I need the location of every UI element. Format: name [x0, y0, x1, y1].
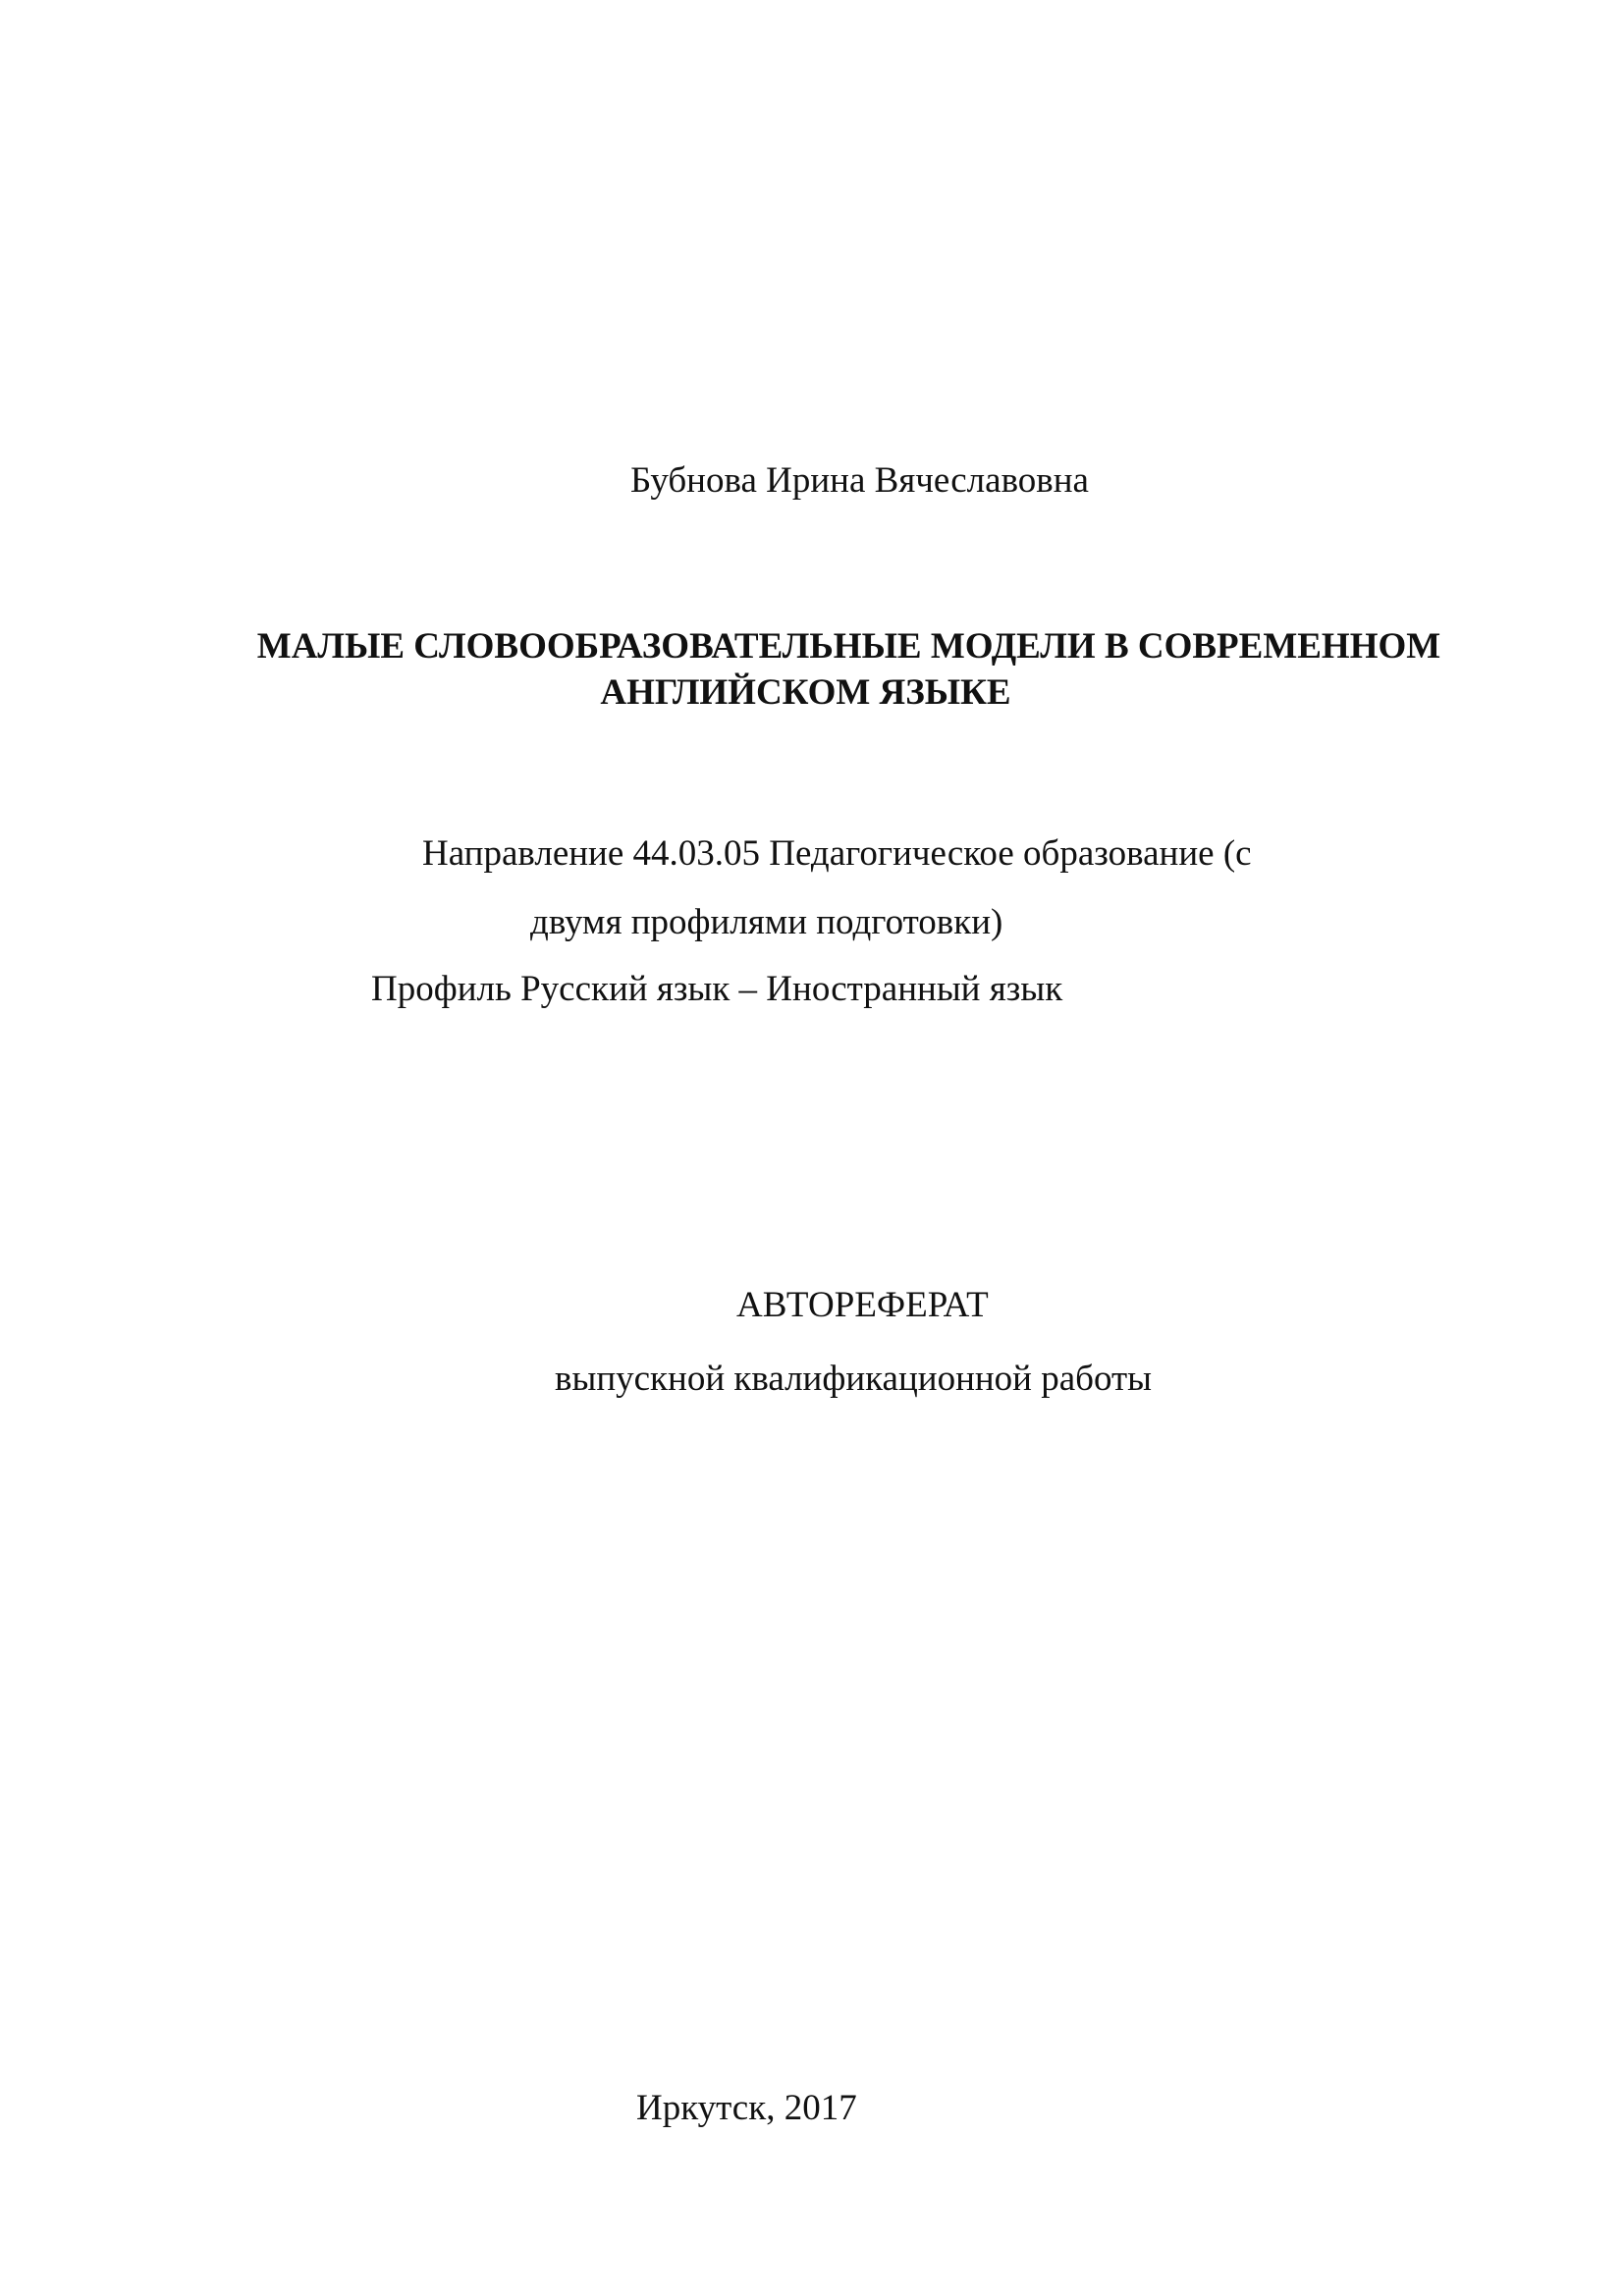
title-line-2: АНГЛИЙСКОМ ЯЗЫКЕ — [600, 672, 1011, 713]
document-type: АВТОРЕФЕРАТ — [736, 1285, 989, 1325]
direction-line-1: Направление 44.03.05 Педагогическое образование (с — [422, 833, 1252, 874]
direction-line-2: двумя профилями подготовки) — [530, 902, 1003, 942]
city-year: Иркутск, 2017 — [636, 2088, 857, 2128]
author-name: Бубнова Ирина Вячеславовна — [630, 460, 1089, 501]
title-line-1: МАЛЫЕ СЛОВООБРАЗОВАТЕЛЬНЫЕ МОДЕЛИ В СОВРЕМЕННОМ — [256, 626, 1441, 667]
document-subtitle: выпускной квалификационной работы — [555, 1359, 1153, 1399]
profile-line: Профиль Русский язык – Иностранный язык — [371, 969, 1063, 1009]
